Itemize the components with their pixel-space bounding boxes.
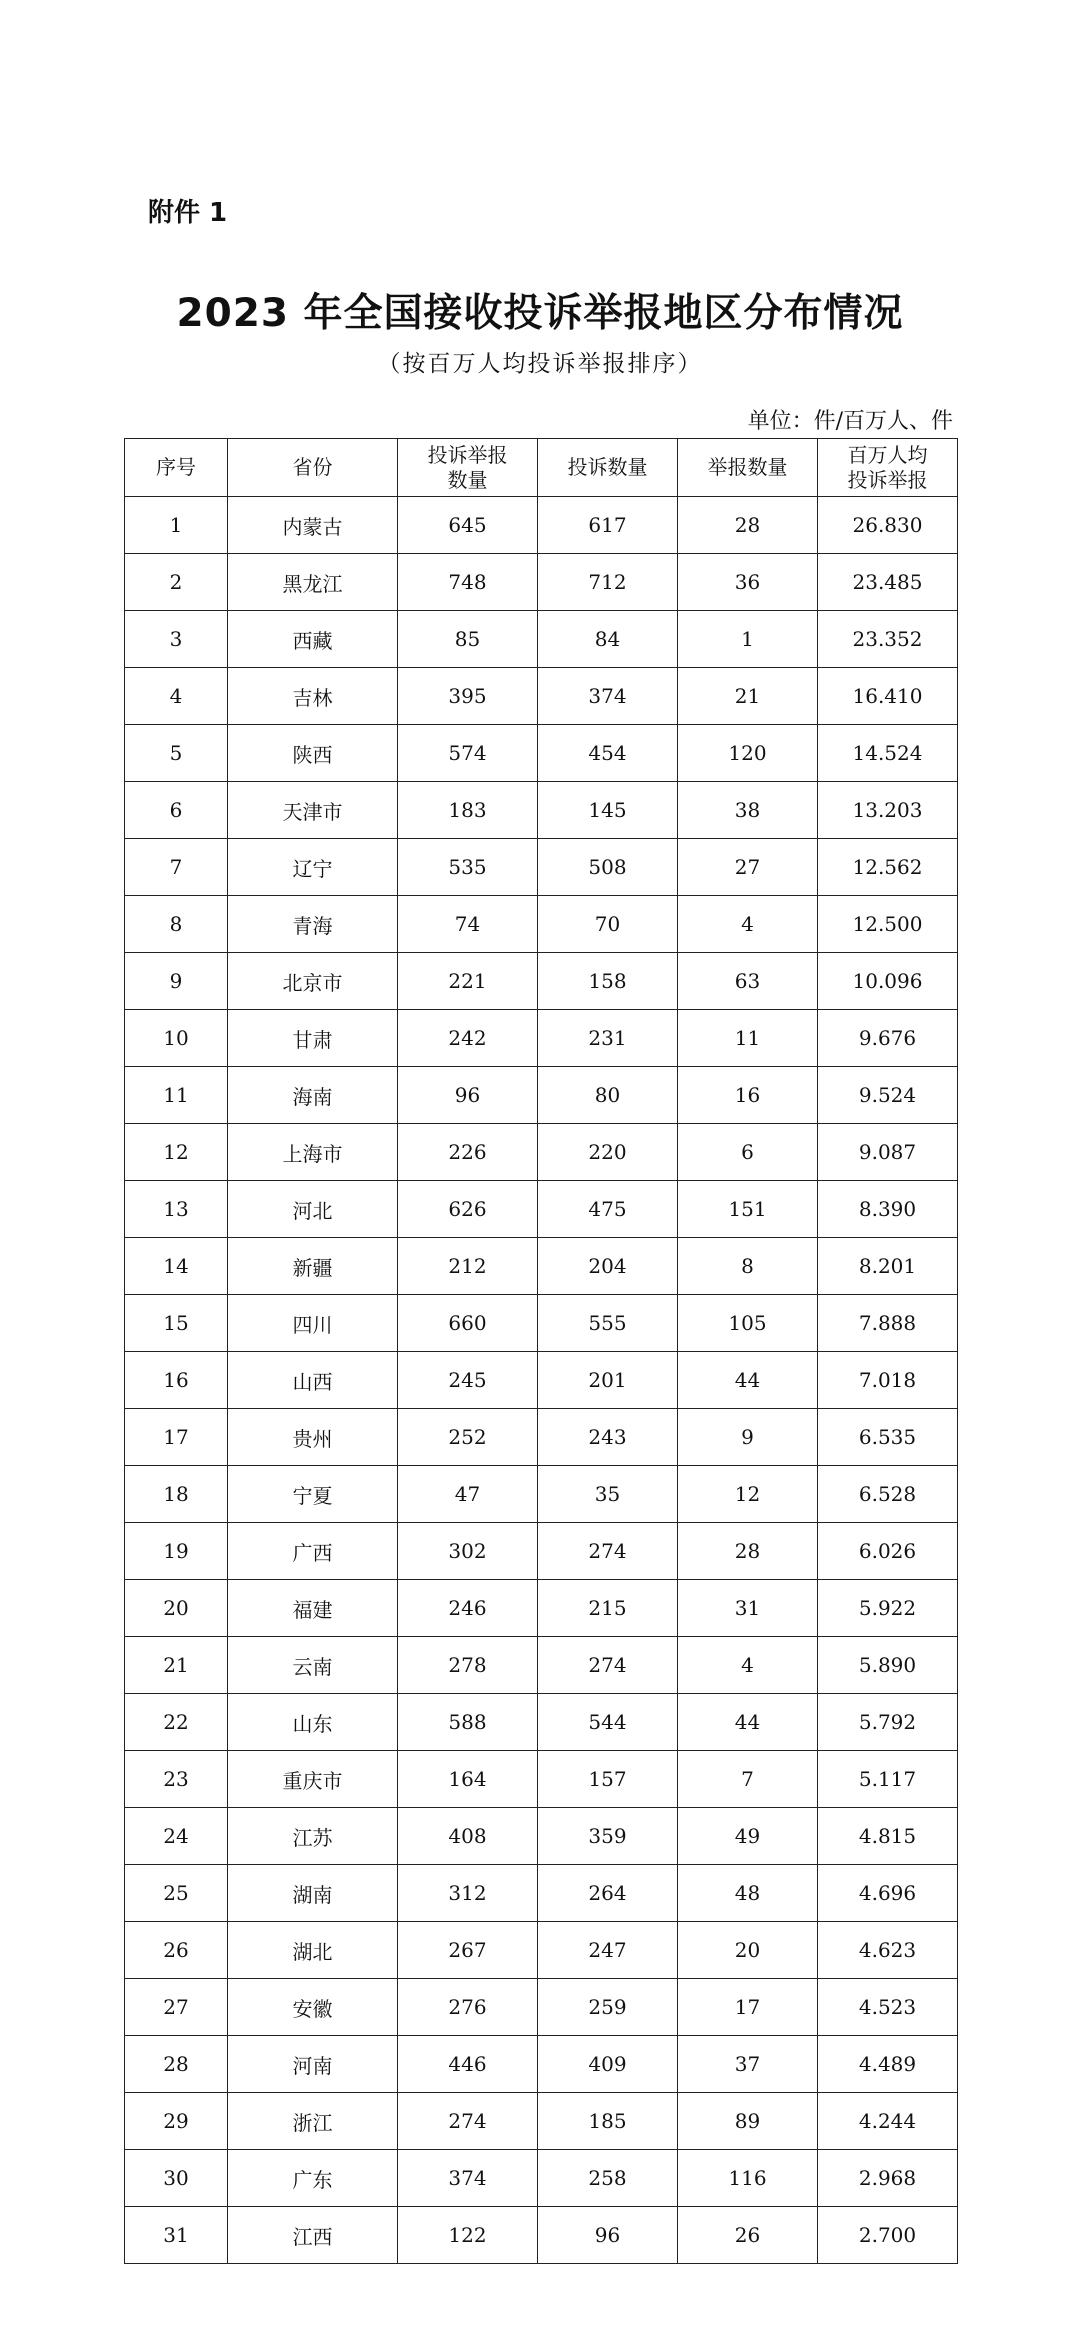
table-row xyxy=(125,1409,958,1466)
cell-reports: 9 xyxy=(678,1409,818,1466)
cell-per-million: 6.535 xyxy=(818,1409,958,1466)
cell-province: 四川 xyxy=(228,1295,398,1352)
cell-rank: 19 xyxy=(125,1523,228,1580)
table-row xyxy=(125,1466,958,1523)
cell-total: 122 xyxy=(398,2207,538,2264)
cell-total: 221 xyxy=(398,953,538,1010)
document-title: 2023 年全国接收投诉举报地区分布情况 xyxy=(176,291,904,336)
table-row xyxy=(125,1637,958,1694)
cell-reports: 7 xyxy=(678,1751,818,1808)
cell-per-million: 4.696 xyxy=(818,1865,958,1922)
cell-complaints: 201 xyxy=(538,1352,678,1409)
cell-rank: 4 xyxy=(125,668,228,725)
cell-reports: 8 xyxy=(678,1238,818,1295)
cell-complaints: 555 xyxy=(538,1295,678,1352)
cell-complaints: 544 xyxy=(538,1694,678,1751)
cell-total: 245 xyxy=(398,1352,538,1409)
cell-province: 北京市 xyxy=(228,953,398,1010)
cell-province: 天津市 xyxy=(228,782,398,839)
cell-per-million: 6.528 xyxy=(818,1466,958,1523)
cell-reports: 17 xyxy=(678,1979,818,2036)
cell-province: 宁夏 xyxy=(228,1466,398,1523)
table-row xyxy=(125,1523,958,1580)
cell-per-million: 14.524 xyxy=(818,725,958,782)
cell-per-million: 16.410 xyxy=(818,668,958,725)
cell-complaints: 359 xyxy=(538,1808,678,1865)
cell-reports: 120 xyxy=(678,725,818,782)
cell-rank: 13 xyxy=(125,1181,228,1238)
cell-rank: 6 xyxy=(125,782,228,839)
header-complaints: 投诉数量 xyxy=(538,439,678,497)
cell-complaints: 712 xyxy=(538,554,678,611)
cell-reports: 11 xyxy=(678,1010,818,1067)
table-row xyxy=(125,2093,958,2150)
table-body xyxy=(125,497,958,2264)
cell-per-million: 8.201 xyxy=(818,1238,958,1295)
header-per-million: 百万人均 投诉举报 xyxy=(818,439,958,497)
cell-reports: 1 xyxy=(678,611,818,668)
cell-complaints: 617 xyxy=(538,497,678,554)
cell-province: 河南 xyxy=(228,2036,398,2093)
cell-province: 山东 xyxy=(228,1694,398,1751)
cell-complaints: 508 xyxy=(538,839,678,896)
cell-per-million: 10.096 xyxy=(818,953,958,1010)
cell-total: 446 xyxy=(398,2036,538,2093)
cell-per-million: 13.203 xyxy=(818,782,958,839)
header-total: 投诉举报 数量 xyxy=(398,439,538,497)
cell-total: 660 xyxy=(398,1295,538,1352)
cell-complaints: 158 xyxy=(538,953,678,1010)
cell-complaints: 258 xyxy=(538,2150,678,2207)
cell-complaints: 243 xyxy=(538,1409,678,1466)
cell-complaints: 80 xyxy=(538,1067,678,1124)
cell-total: 748 xyxy=(398,554,538,611)
cell-province: 江西 xyxy=(228,2207,398,2264)
cell-total: 274 xyxy=(398,2093,538,2150)
cell-province: 云南 xyxy=(228,1637,398,1694)
table-row xyxy=(125,1751,958,1808)
cell-reports: 26 xyxy=(678,2207,818,2264)
cell-rank: 30 xyxy=(125,2150,228,2207)
cell-per-million: 2.968 xyxy=(818,2150,958,2207)
cell-per-million: 5.922 xyxy=(818,1580,958,1637)
cell-reports: 89 xyxy=(678,2093,818,2150)
cell-rank: 10 xyxy=(125,1010,228,1067)
cell-total: 164 xyxy=(398,1751,538,1808)
cell-total: 246 xyxy=(398,1580,538,1637)
cell-province: 湖南 xyxy=(228,1865,398,1922)
cell-complaints: 374 xyxy=(538,668,678,725)
cell-total: 212 xyxy=(398,1238,538,1295)
cell-complaints: 274 xyxy=(538,1523,678,1580)
cell-reports: 16 xyxy=(678,1067,818,1124)
cell-complaints: 204 xyxy=(538,1238,678,1295)
cell-reports: 49 xyxy=(678,1808,818,1865)
cell-reports: 28 xyxy=(678,1523,818,1580)
cell-rank: 2 xyxy=(125,554,228,611)
table-row xyxy=(125,611,958,668)
table-row xyxy=(125,2207,958,2264)
table-row xyxy=(125,1010,958,1067)
cell-reports: 151 xyxy=(678,1181,818,1238)
cell-rank: 7 xyxy=(125,839,228,896)
cell-per-million: 4.489 xyxy=(818,2036,958,2093)
cell-per-million: 2.700 xyxy=(818,2207,958,2264)
cell-rank: 8 xyxy=(125,896,228,953)
table-row xyxy=(125,953,958,1010)
cell-province: 西藏 xyxy=(228,611,398,668)
table-row xyxy=(125,1865,958,1922)
cell-per-million: 26.830 xyxy=(818,497,958,554)
cell-rank: 24 xyxy=(125,1808,228,1865)
cell-total: 183 xyxy=(398,782,538,839)
cell-reports: 37 xyxy=(678,2036,818,2093)
cell-reports: 20 xyxy=(678,1922,818,1979)
cell-province: 海南 xyxy=(228,1067,398,1124)
table-header-row xyxy=(125,439,958,497)
cell-province: 广东 xyxy=(228,2150,398,2207)
cell-complaints: 409 xyxy=(538,2036,678,2093)
table-row xyxy=(125,1694,958,1751)
cell-reports: 36 xyxy=(678,554,818,611)
cell-total: 242 xyxy=(398,1010,538,1067)
cell-per-million: 4.815 xyxy=(818,1808,958,1865)
cell-reports: 27 xyxy=(678,839,818,896)
table-row xyxy=(125,1352,958,1409)
cell-total: 588 xyxy=(398,1694,538,1751)
cell-rank: 5 xyxy=(125,725,228,782)
cell-reports: 21 xyxy=(678,668,818,725)
cell-per-million: 9.087 xyxy=(818,1124,958,1181)
table-row xyxy=(125,1922,958,1979)
cell-total: 74 xyxy=(398,896,538,953)
cell-rank: 17 xyxy=(125,1409,228,1466)
cell-reports: 38 xyxy=(678,782,818,839)
table-row xyxy=(125,554,958,611)
cell-per-million: 4.523 xyxy=(818,1979,958,2036)
cell-province: 吉林 xyxy=(228,668,398,725)
cell-rank: 20 xyxy=(125,1580,228,1637)
cell-province: 广西 xyxy=(228,1523,398,1580)
cell-per-million: 23.485 xyxy=(818,554,958,611)
cell-rank: 3 xyxy=(125,611,228,668)
cell-rank: 22 xyxy=(125,1694,228,1751)
cell-complaints: 96 xyxy=(538,2207,678,2264)
cell-reports: 31 xyxy=(678,1580,818,1637)
cell-per-million: 4.244 xyxy=(818,2093,958,2150)
cell-reports: 116 xyxy=(678,2150,818,2207)
table-row xyxy=(125,1238,958,1295)
table-row xyxy=(125,2150,958,2207)
cell-reports: 6 xyxy=(678,1124,818,1181)
cell-total: 302 xyxy=(398,1523,538,1580)
cell-per-million: 5.890 xyxy=(818,1637,958,1694)
cell-province: 陕西 xyxy=(228,725,398,782)
cell-total: 574 xyxy=(398,725,538,782)
header-province: 省份 xyxy=(228,439,398,497)
cell-per-million: 8.390 xyxy=(818,1181,958,1238)
cell-complaints: 84 xyxy=(538,611,678,668)
cell-complaints: 231 xyxy=(538,1010,678,1067)
cell-rank: 12 xyxy=(125,1124,228,1181)
cell-reports: 105 xyxy=(678,1295,818,1352)
cell-province: 甘肃 xyxy=(228,1010,398,1067)
cell-province: 内蒙古 xyxy=(228,497,398,554)
cell-rank: 25 xyxy=(125,1865,228,1922)
cell-province: 河北 xyxy=(228,1181,398,1238)
cell-rank: 9 xyxy=(125,953,228,1010)
cell-per-million: 5.792 xyxy=(818,1694,958,1751)
complaint-distribution-table xyxy=(124,438,958,2264)
cell-province: 新疆 xyxy=(228,1238,398,1295)
cell-rank: 31 xyxy=(125,2207,228,2264)
cell-complaints: 220 xyxy=(538,1124,678,1181)
cell-province: 山西 xyxy=(228,1352,398,1409)
cell-province: 辽宁 xyxy=(228,839,398,896)
cell-province: 浙江 xyxy=(228,2093,398,2150)
cell-complaints: 157 xyxy=(538,1751,678,1808)
cell-reports: 48 xyxy=(678,1865,818,1922)
cell-rank: 1 xyxy=(125,497,228,554)
cell-complaints: 274 xyxy=(538,1637,678,1694)
cell-reports: 44 xyxy=(678,1694,818,1751)
cell-total: 252 xyxy=(398,1409,538,1466)
cell-province: 重庆市 xyxy=(228,1751,398,1808)
cell-complaints: 185 xyxy=(538,2093,678,2150)
header-rank: 序号 xyxy=(125,439,228,497)
cell-total: 47 xyxy=(398,1466,538,1523)
cell-complaints: 264 xyxy=(538,1865,678,1922)
cell-per-million: 5.117 xyxy=(818,1751,958,1808)
cell-reports: 28 xyxy=(678,497,818,554)
cell-total: 626 xyxy=(398,1181,538,1238)
cell-rank: 15 xyxy=(125,1295,228,1352)
cell-total: 535 xyxy=(398,839,538,896)
cell-province: 湖北 xyxy=(228,1922,398,1979)
table-row xyxy=(125,1067,958,1124)
attachment-label: 附件 1 xyxy=(148,198,228,228)
table-row xyxy=(125,1979,958,2036)
cell-rank: 18 xyxy=(125,1466,228,1523)
cell-per-million: 9.676 xyxy=(818,1010,958,1067)
cell-per-million: 23.352 xyxy=(818,611,958,668)
cell-total: 278 xyxy=(398,1637,538,1694)
table-row xyxy=(125,1181,958,1238)
cell-total: 276 xyxy=(398,1979,538,2036)
table-row xyxy=(125,1580,958,1637)
cell-reports: 4 xyxy=(678,896,818,953)
cell-rank: 11 xyxy=(125,1067,228,1124)
table-row xyxy=(125,782,958,839)
table-row xyxy=(125,839,958,896)
cell-per-million: 7.018 xyxy=(818,1352,958,1409)
table-row xyxy=(125,725,958,782)
cell-total: 312 xyxy=(398,1865,538,1922)
cell-rank: 16 xyxy=(125,1352,228,1409)
table-row xyxy=(125,1124,958,1181)
cell-per-million: 6.026 xyxy=(818,1523,958,1580)
cell-rank: 27 xyxy=(125,1979,228,2036)
document-subtitle: （按百万人均投诉举报排序） xyxy=(377,351,703,377)
cell-reports: 63 xyxy=(678,953,818,1010)
cell-complaints: 247 xyxy=(538,1922,678,1979)
cell-rank: 23 xyxy=(125,1751,228,1808)
cell-rank: 29 xyxy=(125,2093,228,2150)
cell-rank: 14 xyxy=(125,1238,228,1295)
unit-note: 单位：件/百万人、件 xyxy=(747,409,953,434)
cell-per-million: 9.524 xyxy=(818,1067,958,1124)
cell-reports: 12 xyxy=(678,1466,818,1523)
cell-province: 安徽 xyxy=(228,1979,398,2036)
cell-rank: 28 xyxy=(125,2036,228,2093)
cell-reports: 4 xyxy=(678,1637,818,1694)
table-row xyxy=(125,497,958,554)
cell-per-million: 4.623 xyxy=(818,1922,958,1979)
cell-province: 上海市 xyxy=(228,1124,398,1181)
cell-reports: 44 xyxy=(678,1352,818,1409)
cell-province: 江苏 xyxy=(228,1808,398,1865)
table-row xyxy=(125,896,958,953)
table-row xyxy=(125,1808,958,1865)
cell-per-million: 7.888 xyxy=(818,1295,958,1352)
cell-complaints: 215 xyxy=(538,1580,678,1637)
cell-total: 96 xyxy=(398,1067,538,1124)
table-row xyxy=(125,2036,958,2093)
cell-province: 黑龙江 xyxy=(228,554,398,611)
cell-total: 267 xyxy=(398,1922,538,1979)
cell-total: 645 xyxy=(398,497,538,554)
table-row xyxy=(125,668,958,725)
cell-total: 395 xyxy=(398,668,538,725)
table-row xyxy=(125,1295,958,1352)
cell-complaints: 35 xyxy=(538,1466,678,1523)
cell-total: 408 xyxy=(398,1808,538,1865)
cell-province: 贵州 xyxy=(228,1409,398,1466)
header-reports: 举报数量 xyxy=(678,439,818,497)
cell-rank: 26 xyxy=(125,1922,228,1979)
cell-per-million: 12.500 xyxy=(818,896,958,953)
cell-rank: 21 xyxy=(125,1637,228,1694)
cell-complaints: 70 xyxy=(538,896,678,953)
cell-total: 85 xyxy=(398,611,538,668)
cell-total: 374 xyxy=(398,2150,538,2207)
cell-per-million: 12.562 xyxy=(818,839,958,896)
cell-complaints: 259 xyxy=(538,1979,678,2036)
cell-province: 福建 xyxy=(228,1580,398,1637)
cell-total: 226 xyxy=(398,1124,538,1181)
cell-province: 青海 xyxy=(228,896,398,953)
cell-complaints: 454 xyxy=(538,725,678,782)
cell-complaints: 475 xyxy=(538,1181,678,1238)
cell-complaints: 145 xyxy=(538,782,678,839)
